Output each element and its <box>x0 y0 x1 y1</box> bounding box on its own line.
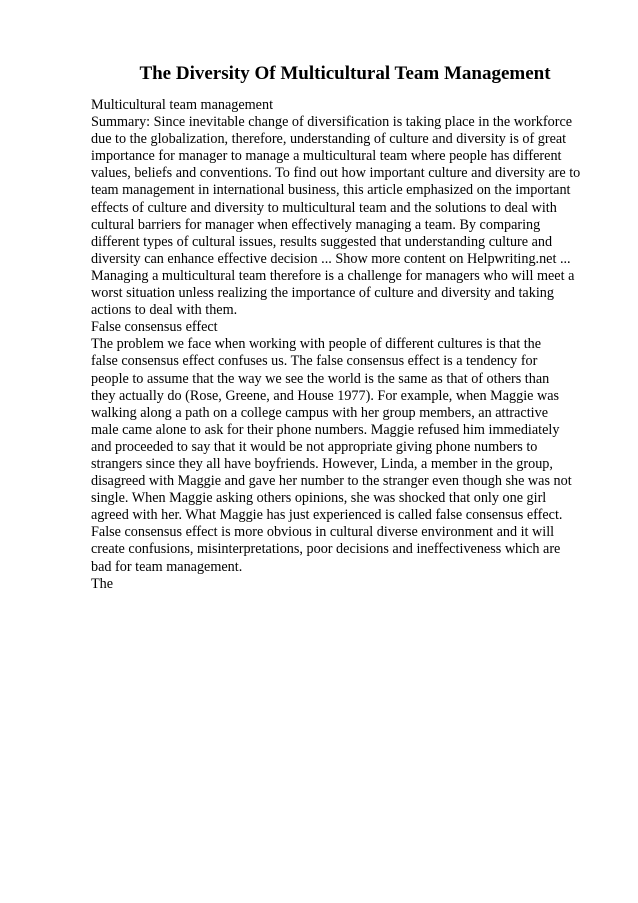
body-line: disagreed with Maggie and gave her number to the stranger even though she was not <box>91 473 572 490</box>
body-line: importance for manager to manage a multicultural team where people has different <box>91 148 562 165</box>
document-body <box>91 97 601 593</box>
body-line: they actually do (Rose, Greene, and House 1977). For example, when Maggie was <box>91 387 560 404</box>
body-line: people to assume that the way we see the world is the same as that of others than <box>91 370 550 387</box>
body-line: different types of cultural issues, results suggested that understanding culture and <box>91 233 553 250</box>
body-line: worst situation unless realizing the importance of culture and diversity and taking <box>91 285 554 302</box>
body-line: false consensus effect confuses us. The false consensus effect is a tendency for <box>91 353 538 370</box>
body-line: create confusions, misinterpretations, poor decisions and ineffectiveness which are <box>91 541 561 558</box>
body-line: and proceeded to say that it would be not appropriate giving phone numbers to <box>91 438 538 455</box>
body-line: diversity can enhance effective decision ... Show more content on Helpwriting.net ... <box>91 250 571 267</box>
body-line: male came alone to ask for their phone numbers. Maggie refused him immediately <box>91 421 560 438</box>
body-line: Managing a multicultural team therefore is a challenge for managers who will meet a <box>91 267 575 284</box>
body-line: The <box>91 575 114 592</box>
body-line: walking along a path on a college campus with her group members, an attractive <box>91 404 548 421</box>
section-heading: False consensus effect <box>91 319 218 336</box>
section-heading: Multicultural team management <box>91 97 274 113</box>
body-line: cultural barriers for manager when effectively managing a team. By comparing <box>91 216 541 233</box>
body-line: The problem we face when working with people of different cultures is that the <box>91 336 542 353</box>
body-line: values, beliefs and conventions. To find out how important culture and diversity are to <box>91 165 581 182</box>
body-line: bad for team management. <box>91 558 243 575</box>
body-line: False consensus effect is more obvious in cultural diverse environment and it will <box>91 524 555 541</box>
body-line: effects of culture and diversity to multicultural team and the solutions to deal with <box>91 199 557 216</box>
document-title: The Diversity Of Multicultural Team Management <box>139 63 551 84</box>
body-line: agreed with her. What Maggie has just experienced is called false consensus effect. <box>91 507 563 524</box>
body-line: strangers since they all have boyfriends. However, Linda, a member in the group, <box>91 455 553 472</box>
body-line: team management in international business, this article emphasized on the important <box>91 182 571 199</box>
body-line: due to the globalization, therefore, understanding of culture and diversity is of great <box>91 131 567 148</box>
body-line: Summary: Since inevitable change of diversification is taking place in the workforce <box>91 114 573 131</box>
body-line: actions to deal with them. <box>91 302 238 319</box>
body-line: single. When Maggie asking others opinions, she was shocked that only one girl <box>91 490 547 507</box>
